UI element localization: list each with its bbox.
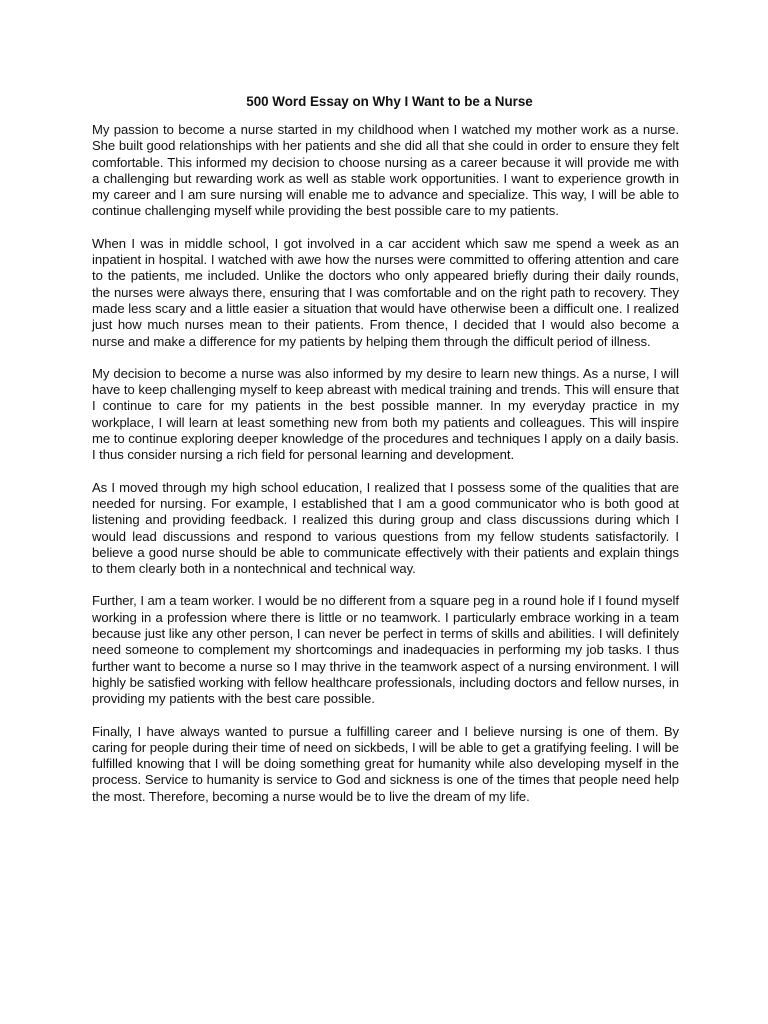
essay-paragraph-2: When I was in middle school, I got involved in a car accident which saw me spend a week as an inpatient in hospital. I watched with awe how the nurses were committed to offering attention and care to the patients, me included. Unlike the doctors who only appeared briefly during their daily rounds, the nurses were always there, ensuring that I was comfortable and on the right path to recovery. They made less scary and a little easier a situation that would have otherwise been a difficult one. I realized just how much nurses mean to their patients. From thence, I decided that I would also become a nurse and make a difference for my patients by helping them through the difficult period of illness. <box>92 235 679 349</box>
essay-paragraph-4: As I moved through my high school education, I realized that I possess some of the qualities that are needed for nursing. For example, I established that I am a good communicator who is both good at listening and providing feedback. I realized this during group and class discussions during which I would lead discussions and respond to various questions from my fellow students satisfactorily. I believe a good nurse should be able to communicate effectively with their patients and explain things to them clearly both in a nontechnical and technical way. <box>92 479 679 577</box>
essay-paragraph-5: Further, I am a team worker. I would be no different from a square peg in a round hole if I found myself working in a profession where there is little or no teamwork. I particularly embrace working in a team because just like any other person, I can never be perfect in terms of skills and abilities. I will definitely need someone to complement my shortcomings and inadequacies in performing my job tasks. I thus further want to become a nurse so I may thrive in the teamwork aspect of a nursing environment. I will highly be satisfied working with fellow healthcare professionals, including doctors and fellow nurses, in providing my patients with the best care possible. <box>92 593 679 707</box>
document-page <box>92 94 679 821</box>
essay-paragraph-6: Finally, I have always wanted to pursue a fulfilling career and I believe nursing is one of them. By caring for people during their time of need on sickbeds, I will be able to get a gratifying feeling. I will be fulfilled knowing that I will be doing something great for humanity while also developing myself in the process. Service to humanity is service to God and sickness is one of the times that people need help the most. Therefore, becoming a nurse would be to live the dream of my life. <box>92 723 679 804</box>
essay-title: 500 Word Essay on Why I Want to be a Nurse <box>246 94 533 109</box>
essay-paragraph-1: My passion to become a nurse started in my childhood when I watched my mother work as a nurse. She built good relationships with her patients and she did all that she could in order to ensure they felt comfortable. This informed my decision to choose nursing as a career because it will provide me with a challenging but rewarding work as well as stable work opportunities. I want to experience growth in my career and I am sure nursing will enable me to advance and specialize. This way, I will be able to continue challenging myself while providing the best possible care to my patients. <box>92 122 679 219</box>
essay-paragraph-3: My decision to become a nurse was also informed by my desire to learn new things. As a nurse, I will have to keep challenging myself to keep abreast with medical training and trends. This will ensure that I continue to care for my patients in the best possible manner. In my everyday practice in my workplace, I will learn at least something new from both my patients and colleagues. This will inspire me to continue exploring deeper knowledge of the procedures and techniques I apply on a daily basis. I thus consider nursing a rich field for personal learning and development. <box>92 365 679 463</box>
